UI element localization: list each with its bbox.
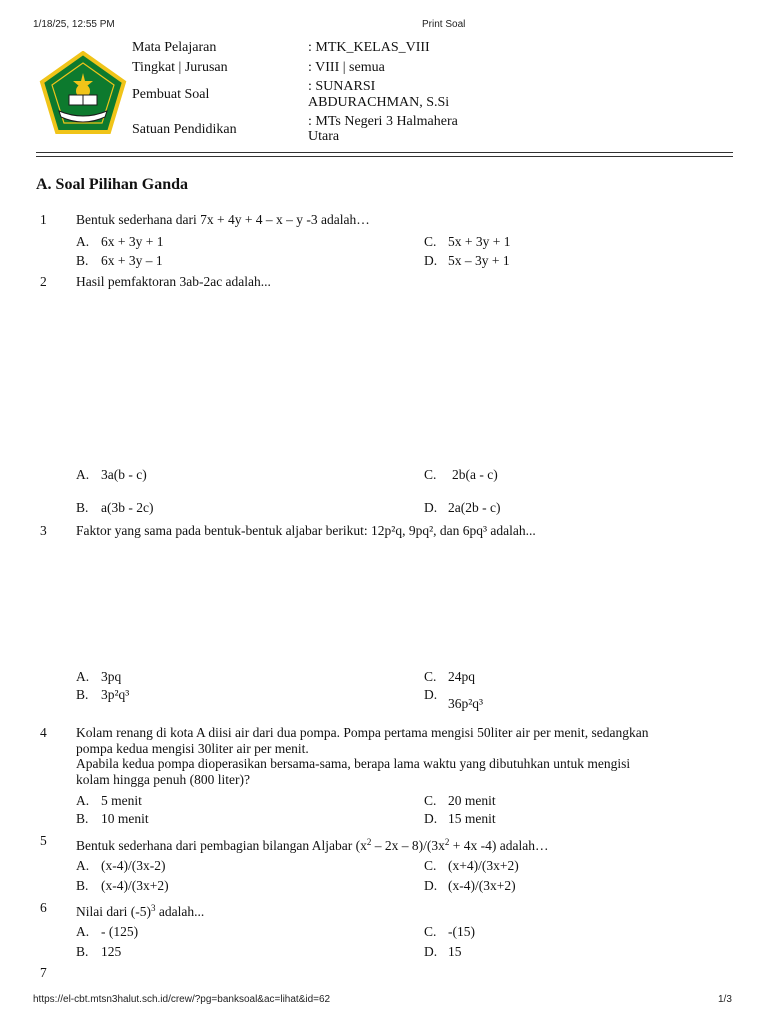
option-a: - (125) [101, 924, 139, 939]
option-a: 5 menit [101, 793, 142, 808]
question-text-line4: kolam hingga penuh (800 liter)? [76, 772, 250, 787]
option-b: 6x + 3y – 1 [101, 253, 163, 268]
option-a: 3pq [101, 669, 122, 684]
option-letter: D. [424, 253, 438, 268]
option-letter: D. [424, 500, 438, 515]
option-c: 20 menit [448, 793, 496, 808]
option-letter: A. [76, 467, 90, 482]
option-letter: C. [424, 467, 437, 482]
question-number: 4 [40, 725, 47, 740]
option-b: 125 [101, 944, 122, 959]
print-page-number: 1/3 [718, 994, 732, 1005]
subject-value: : MTK_KELAS_VIII [308, 40, 430, 55]
print-page-title: Print Soal [422, 19, 466, 30]
question-number: 6 [40, 900, 47, 915]
option-c: 5x + 3y + 1 [448, 234, 511, 249]
option-letter: D. [424, 878, 438, 893]
option-c: (x+4)/(3x+2) [448, 858, 519, 873]
author-value-line2: ABDURACHMAN, S.Si [308, 95, 450, 110]
author-label: Pembuat Soal [132, 87, 210, 102]
school-value-line2: Utara [308, 129, 340, 144]
question-text: Bentuk sederhana dari pembagian bilangan Aljabar $(x^2 - 2x - 8)/(3x^2 + 4x$ -4) adalah… [76, 837, 549, 853]
option-letter: C. [424, 858, 437, 873]
school-label: Satuan Pendidikan [132, 122, 237, 137]
option-b: 10 menit [101, 811, 149, 826]
level-label: Tingkat | Jurusan [132, 60, 228, 75]
option-letter: C. [424, 234, 437, 249]
print-url: https://el-cbt.mtsn3halut.sch.id/crew/?pg=banksoal&ac=lihat&id=62 [33, 994, 331, 1005]
print-datetime: 1/18/25, 12:55 PM [33, 19, 115, 30]
option-letter: C. [424, 793, 437, 808]
option-c: -(15) [448, 924, 475, 939]
option-d: 36p²q³ [448, 696, 484, 711]
question-text-line2: pompa kedua mengisi 30liter air per menit. [76, 741, 309, 756]
option-letter: B. [76, 253, 89, 268]
option-d: 5x – 3y + 1 [448, 253, 510, 268]
exponent: 2 [366, 837, 372, 847]
question-number: 5 [40, 833, 47, 848]
author-value-line1: : SUNARSI [308, 79, 376, 94]
option-letter: A. [76, 669, 90, 684]
header-divider-top [36, 152, 733, 153]
option-letter: D. [424, 944, 438, 959]
exponent: 3 [150, 903, 156, 913]
question-number: 3 [40, 523, 47, 538]
question-number: 7 [40, 965, 47, 980]
option-letter: C. [424, 669, 437, 684]
subject-label: Mata Pelajaran [132, 40, 217, 55]
option-letter: B. [76, 687, 89, 702]
question-text: Bentuk sederhana dari 7x + 4y + 4 – x – y -3 adalah… [76, 212, 370, 227]
question-number: 1 [40, 212, 47, 227]
question-text: Hasil pemfaktoran 3ab-2ac adalah... [76, 274, 271, 289]
option-b: (x-4)/(3x+2) [101, 878, 169, 893]
question-text-line3: Apabila kedua pompa dioperasikan bersama-sama, berapa lama waktu yang dibutuhkan untuk mengisi [76, 756, 631, 771]
option-b: a(3b - 2c) [101, 500, 154, 515]
option-c: 2b(a - c) [452, 467, 498, 482]
option-letter: B. [76, 811, 89, 826]
option-letter: D. [424, 687, 438, 702]
option-d: 2a(2b - c) [448, 500, 501, 515]
option-d: (x-4)/(3x+2) [448, 878, 516, 893]
option-a: 6x + 3y + 1 [101, 234, 164, 249]
header-divider-bottom [36, 156, 733, 157]
question-text: Nilai dari $(-5)^3$ adalah... [76, 903, 205, 919]
option-a: (x-4)/(3x-2) [101, 858, 166, 873]
option-letter: A. [76, 793, 90, 808]
question-text-line1: Kolam renang di kota A diisi air dari dua pompa. Pompa pertama mengisi 50liter air per menit, sedangkan [76, 725, 649, 740]
option-b: 3p²q³ [101, 687, 130, 702]
option-letter: A. [76, 234, 90, 249]
exponent: 2 [444, 837, 450, 847]
option-letter: B. [76, 878, 89, 893]
school-value-line1: : MTs Negeri 3 Halmahera [308, 114, 458, 129]
question-number: 2 [40, 274, 47, 289]
option-letter: D. [424, 811, 438, 826]
option-letter: C. [424, 924, 437, 939]
level-value: : VIII | semua [308, 60, 385, 75]
option-letter: A. [76, 924, 90, 939]
option-d: 15 menit [448, 811, 496, 826]
option-a: 3a(b - c) [101, 467, 147, 482]
kemenag-logo [39, 51, 127, 135]
option-letter: A. [76, 858, 90, 873]
option-letter: B. [76, 500, 89, 515]
option-letter: B. [76, 944, 89, 959]
option-c: 24pq [448, 669, 475, 684]
question-text: Faktor yang sama pada bentuk-bentuk aljabar berikut: 12p²q, 9pq², dan 6pq³ adalah... [76, 523, 536, 538]
option-d: 15 [448, 944, 462, 959]
section-title: A. Soal Pilihan Ganda [36, 176, 189, 193]
